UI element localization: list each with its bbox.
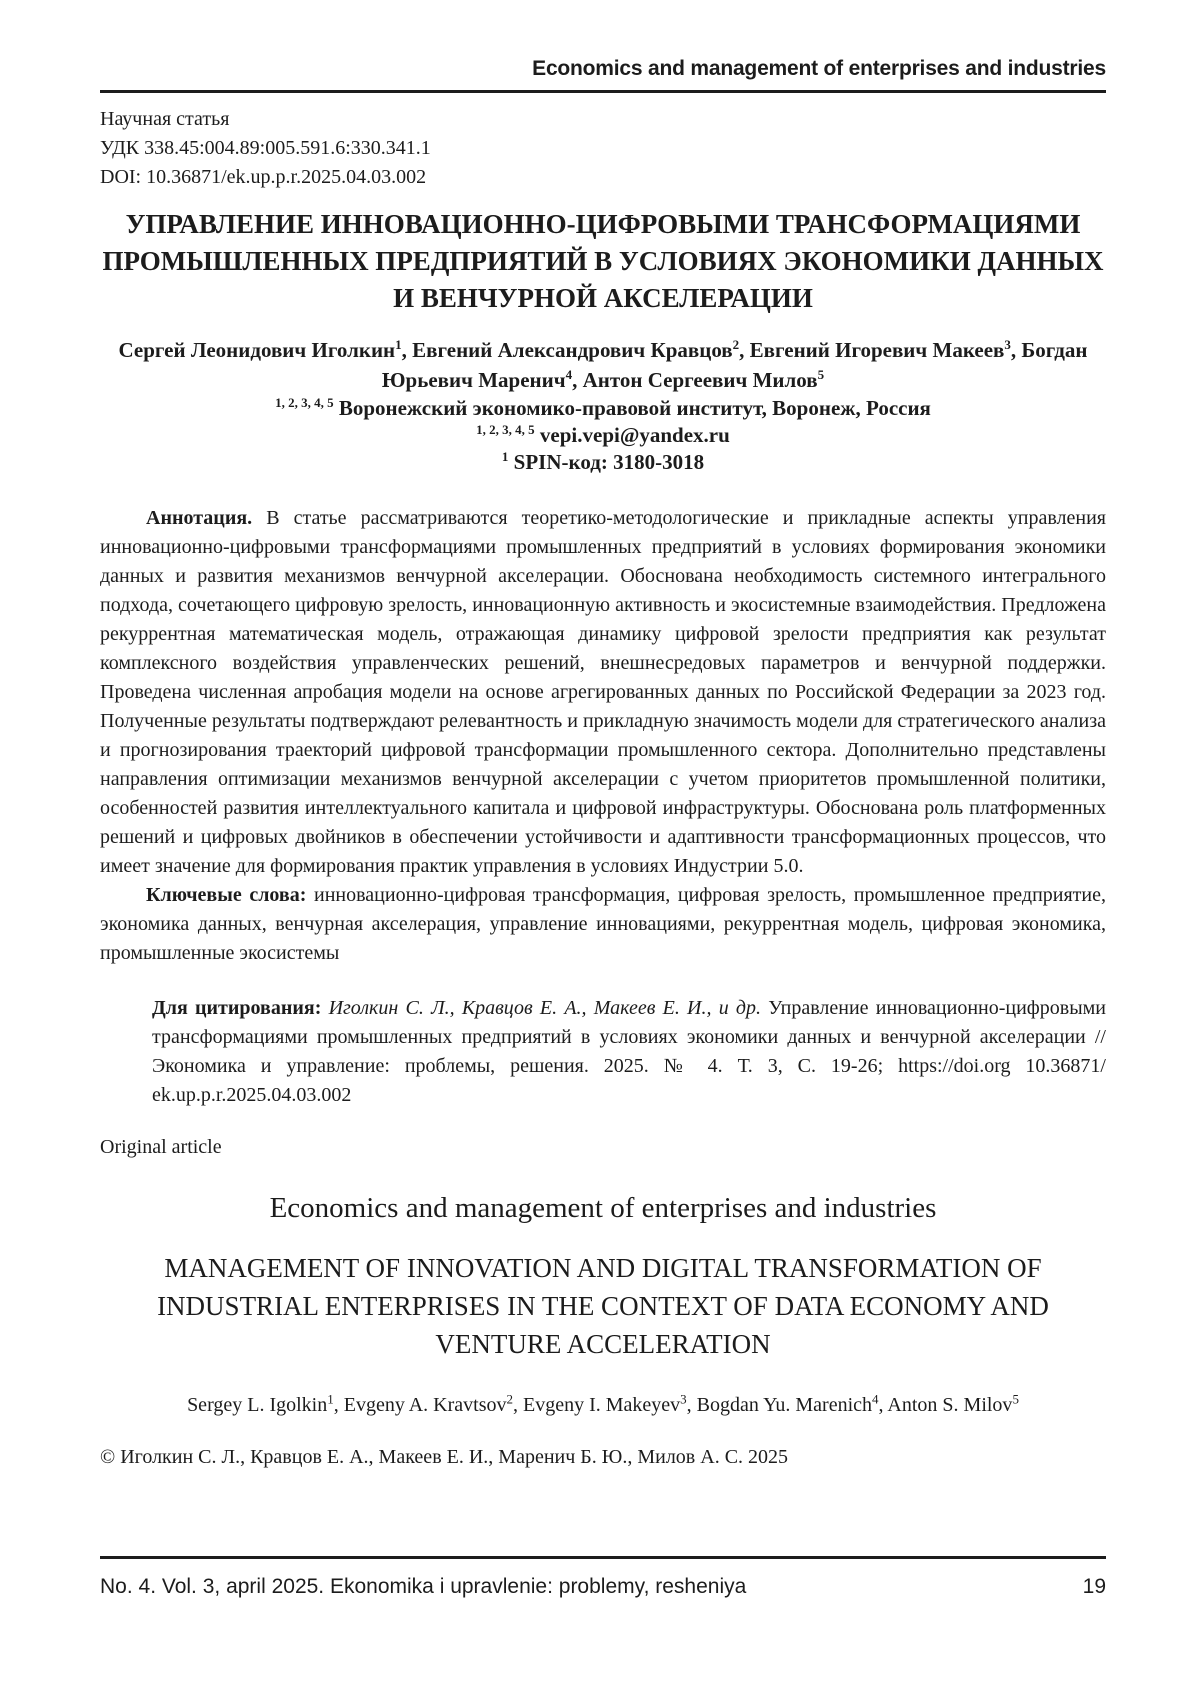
footer-row bbox=[100, 1575, 1106, 1599]
author-ru-3-affiliation-mark: 3 bbox=[1004, 337, 1011, 352]
author-ru-4-affiliation-mark: 4 bbox=[565, 367, 573, 382]
spin-mark: 1 bbox=[501, 449, 509, 464]
author-ru-1: Сергей Леонидович Иголкин$^1$ bbox=[118, 337, 402, 362]
affiliation-line bbox=[100, 395, 1106, 422]
author-ru-2: , Евгений Александрович Кравцов$^2$ bbox=[401, 337, 740, 362]
footer-issue-info: No. 4. Vol. 3, april 2025. Ekonomika i upravlenie: problemy, resheniya bbox=[100, 1575, 747, 1598]
author-ru-1-affiliation-mark: 1 bbox=[395, 337, 402, 352]
author-en-3: , Evgeny I. Makeyev$^3$ bbox=[513, 1391, 687, 1416]
abstract-label: Аннотация. bbox=[146, 507, 253, 529]
author-en-3-affiliation-mark: 3 bbox=[680, 1391, 687, 1407]
footer-page-number: 19 bbox=[1082, 1575, 1106, 1598]
email-line bbox=[100, 422, 1106, 449]
author-ru-2-affiliation-mark: 2 bbox=[732, 337, 740, 352]
authors-en bbox=[100, 1393, 1106, 1417]
author-en-2: , Evgeny A. Kravtsov$^2$ bbox=[333, 1391, 513, 1416]
citation-block bbox=[152, 994, 1106, 1110]
citation-label: Для цитирования: bbox=[152, 997, 322, 1019]
email-marks: 1, 2, 3, 4, 5 bbox=[476, 422, 535, 437]
citation-authors: Иголкин С. Л., Кравцов Е. А., Макеев Е. И., и др. bbox=[321, 997, 762, 1019]
authors-ru bbox=[100, 335, 1106, 395]
affiliation-text: Воронежский экономико-правовой институт, Воронеж, Россия bbox=[333, 396, 931, 420]
page-footer bbox=[100, 1556, 1106, 1599]
citation-text: Управление инновационно-цифровыми трансформациями промышленных предприятий в условиях экономики данных и венчурной акселерации // Экономика и управление: проблемы, решения. 2025. № 4. Т. 3, С. 19-26; https://doi.org 10.36871/ ek.up.p.r.2025.04.03.002 bbox=[152, 997, 1106, 1106]
footer-rule bbox=[100, 1556, 1106, 1559]
article-meta bbox=[100, 105, 1106, 192]
spin-code-line bbox=[100, 449, 1106, 476]
author-en-4-affiliation-mark: 4 bbox=[872, 1391, 879, 1407]
affiliation-marks: 1, 2, 3, 4, 5 bbox=[275, 395, 334, 410]
author-en-2-affiliation-mark: 2 bbox=[506, 1391, 513, 1407]
author-en-5: , Anton S. Milov$^5$ bbox=[878, 1391, 1019, 1416]
author-ru-5-affiliation-mark: 5 bbox=[817, 367, 825, 382]
abstract-section bbox=[100, 504, 1106, 968]
copyright-line: © Иголкин С. Л., Кравцов Е. А., Макеев Е. И., Маренич Б. Ю., Милов А. С. 2025 bbox=[100, 1446, 789, 1468]
author-en-1-affiliation-mark: 1 bbox=[327, 1391, 334, 1407]
article-type-label: Научная статья bbox=[100, 108, 230, 130]
article-title-ru: УПРАВЛЕНИЕ ИННОВАЦИОННО-ЦИФРОВЫМИ ТРАНСФОРМАЦИЯМИ ПРОМЫШЛЕННЫХ ПРЕДПРИЯТИЙ В УСЛОВИЯХ ЭКОНОМИКИ ДАННЫХ И ВЕНЧУРНОЙ АКСЕЛЕРАЦИИ bbox=[102, 209, 1104, 313]
running-head: Economics and management of enterprises and industries bbox=[532, 57, 1106, 80]
author-en-4: , Bogdan Yu. Marenich$^4$ bbox=[686, 1391, 879, 1416]
author-ru-4: , Богдан Юрьевич Маренич$^4$ bbox=[381, 338, 1088, 392]
author-en-5-affiliation-mark: 5 bbox=[1012, 1391, 1019, 1407]
abstract-text: В статье рассматриваются теоретико-методологические и прикладные аспекты управления инновационно-цифровыми трансформациями промышленных предприятий в условиях формирования экономики данных и развития механизмов венчурной акселерации. Обоснована необходимость системного интегрального подхода, сочетающего цифровую зрелость, инновационную активность и экосистемные взаимодействия. Предложена рекуррентная математическая модель, отражающая динамику цифровой зрелости предприятия как результат комплексного воздействия управленческих решений, внешнесредовых параметров и венчурной поддержки. Проведена численная апробация модели на основе агрегированных данных по Российской Федерации за 2023 год. Полученные результаты подтверждают релевантность и прикладную значимость модели для стратегического анализа и прогнозирования траекторий цифровой трансформации промышленного сектора. Дополнительно представлены направления оптимизации механизмов венчурной акселерации с учетом приоритетов промышленной политики, особенностей развития интеллектуального капитала и цифровой инфраструктуры. Обоснована роль платформенных решений и цифровых двойников в обеспечении устойчивости и адаптивности трансформационных процессов, что имеет значение для формирования практик управления в условиях Индустрии 5.0. bbox=[100, 507, 1106, 877]
header-rule bbox=[100, 90, 1106, 93]
keywords-label: Ключевые слова: bbox=[146, 884, 307, 906]
udc-number: УДК 338.45:004.89:005.591.6:330.341.1 bbox=[100, 137, 431, 159]
article-title-en: MANAGEMENT OF INNOVATION AND DIGITAL TRANSFORMATION OF INDUSTRIAL ENTERPRISES IN THE CONTEXT OF DATA ECONOMY AND VENTURE ACCELERATION bbox=[157, 1253, 1049, 1359]
author-ru-3: , Евгений Игоревич Макеев$^3$ bbox=[739, 337, 1011, 362]
doi-number: DOI: 10.36871/ek.up.p.r.2025.04.03.002 bbox=[100, 166, 427, 188]
email-address: vepi.vepi@yandex.ru bbox=[534, 423, 730, 447]
original-article-label: Original article bbox=[100, 1136, 222, 1158]
abstract-paragraph bbox=[100, 504, 1106, 881]
spin-code: SPIN-код: 3180-3018 bbox=[508, 450, 705, 474]
author-en-1: Sergey L. Igolkin$^1$ bbox=[187, 1391, 334, 1416]
section-title-en: Economics and management of enterprises and industries bbox=[269, 1192, 937, 1224]
keywords-text: инновационно-цифровая трансформация, цифровая зрелость, промышленное предприятие, экономика данных, венчурная акселерация, управление инновациями, рекуррентная модель, цифровая экономика, промышленные экосистемы bbox=[100, 884, 1106, 964]
keywords-paragraph bbox=[100, 881, 1106, 968]
author-ru-5: , Антон Сергеевич Милов$^5$ bbox=[572, 367, 825, 392]
